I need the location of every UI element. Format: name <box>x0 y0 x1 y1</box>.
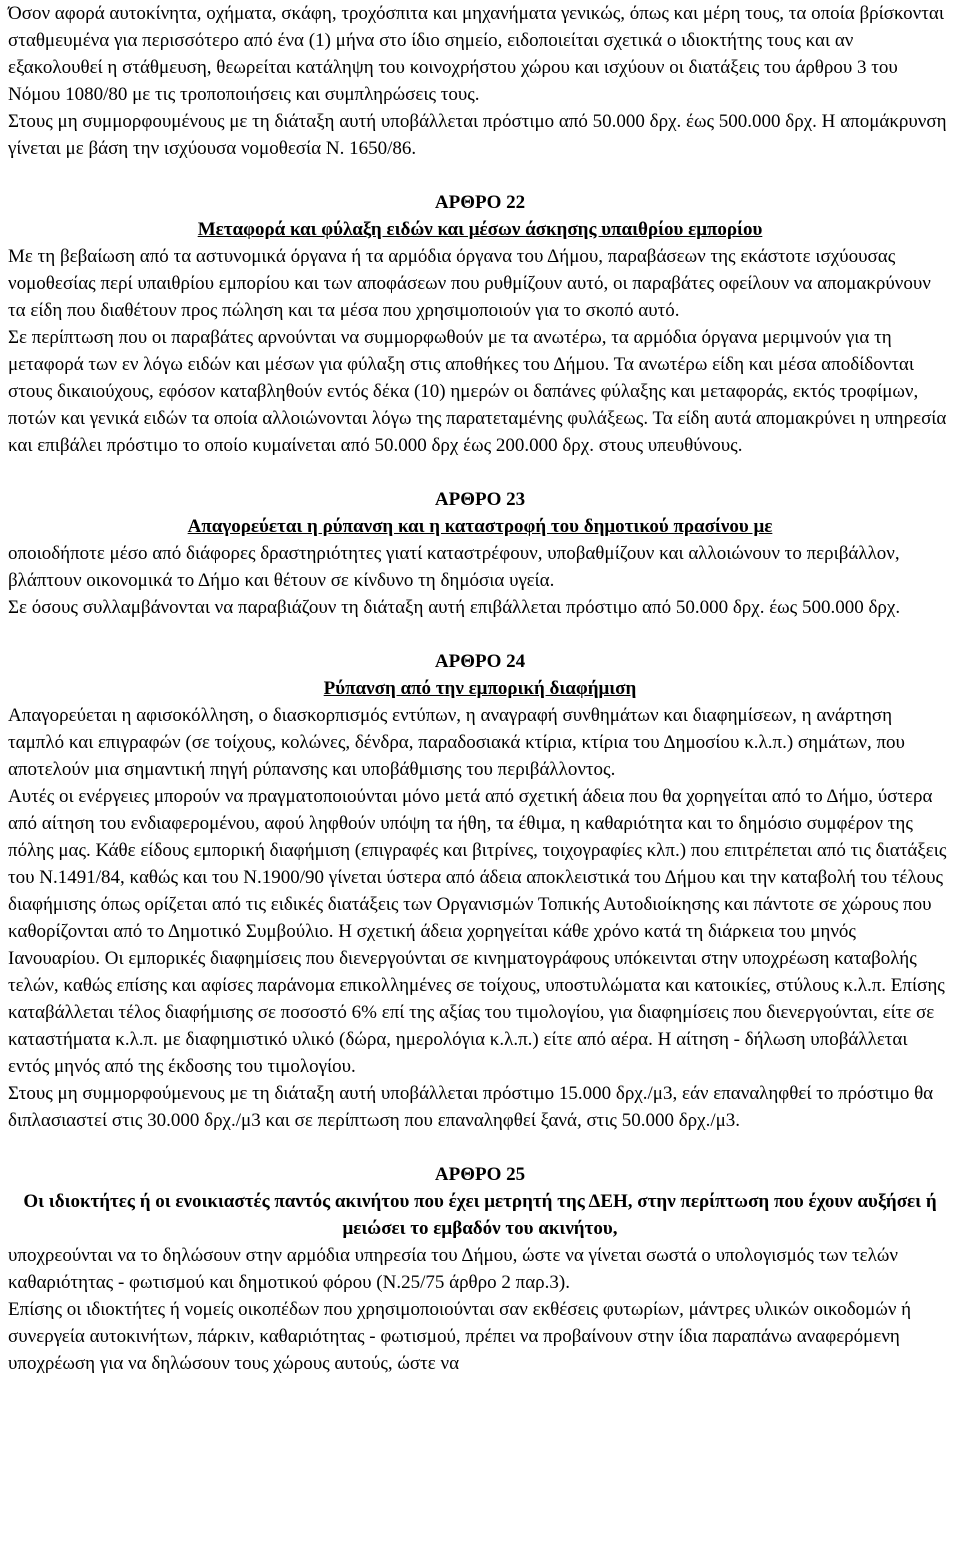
article-24-paragraph-3: Στους μη συμμορφούμενους με τη διάταξη αυτή υποβάλλεται πρόστιμο 15.000 δρχ./μ3, εάν επαναληφθεί το πρόστιμο θα διπλασιαστεί στις 30.000 δρχ./μ3 και σε περίπτωση που επαναληφθεί ξανά, στις 50.000 δρχ./μ3. <box>8 1083 934 1131</box>
article-22-number: ΑΡΘΡΟ 22 <box>434 192 526 213</box>
article-22-paragraph-2: Σε περίπτωση που οι παραβάτες αρνούνται να συμμορφωθούν με τα ανωτέρω, τα αρμόδια όργανα μεριμνούν για τη μεταφορά των εν λόγω ειδών και μέσων για φύλαξη στις αποθήκες του Δήμου. Τα ανωτέρω είδη και μέσα αποδίδονται στους δικαιούχους, εφόσον καταβληθούν εντός δέκα (10) ημερών οι δαπάνες φύλαξης και μεταφοράς, εκτός τροφίμων, ποτών και γενικά ειδών τα οποία αλλοιώνονται λόγω της παρατεταμένης φυλάξεως. Τα είδη αυτά απομακρύνει η υπηρεσία και επιβάλει πρόστιμο το οποίο κυμαίνεται από 50.000 δρχ έως 200.000 δρχ. στους υπευθύνους. <box>8 327 947 456</box>
article-22-heading: Μεταφορά και φύλαξη ειδών και μέσων άσκησης υπαιθρίου εμπορίου <box>197 219 763 240</box>
article-23-paragraph-2: Σε όσους συλλαμβάνονται να παραβιάζουν τη διάταξη αυτή επιβάλλεται πρόστιμο από 50.000 δρχ. έως 500.000 δρχ. <box>8 597 901 618</box>
intro-paragraph-1: Όσον αφορά αυτοκίνητα, οχήματα, σκάφη, τροχόσπιτα και μηχανήματα γενικώς, όπως και μέρη τους, τα οποία βρίσκονται σταθμευμένα για περισσότερο από ένα (1) μήνα στο ίδιο σημείο, ειδοποιείται σχετικά ο ιδιοκτήτης τους και αν εξακολουθεί η στάθμευση, θεωρείται κατάληψη του κοινοχρήστου χώρου και ισχύουν οι διατάξεις του άρθρου 3 του Νόμου 1080/80 με τις τροποποιήσεις και συμπληρώσεις τους. <box>8 3 944 105</box>
article-22-paragraph-1: Με τη βεβαίωση από τα αστυνομικά όργανα ή τα αρμόδια όργανα του Δήμου, παραβάσεων της εκάστοτε ισχύουσας νομοθεσίας περί υπαιθρίου εμπορίου και των αποφάσεων που ρυθμίζουν αυτό, οι παραβάτες οφείλουν να απομακρύνουν τα είδη που διαθέτουν προς πώληση και τα μέσα που χρησιμοποιούν για το σκοπό αυτό. <box>8 246 931 321</box>
document-page <box>8 0 952 1377</box>
article-25-heading: Οι ιδιοκτήτες ή οι ενοικιαστές παντός ακινήτου που έχει μετρητή της ΔΕΗ, στην περίπτωση που έχουν αυξήσει ή μειώσει το εμβαδόν του ακινήτου, <box>23 1191 937 1239</box>
article-23-number: ΑΡΘΡΟ 23 <box>434 489 526 510</box>
article-23-heading: Απαγορεύεται η ρύπανση και η καταστροφή του δημοτικού πρασίνου με <box>187 516 773 537</box>
article-25-paragraph-1: υποχρεούνται να το δηλώσουν στην αρμόδια υπηρεσία του Δήμου, ώστε να γίνεται σωστά ο υπολογισμός των τελών καθαριότητας - φωτισμού και δημοτικού φόρου (Ν.25/75 άρθρο 2 παρ.3). <box>8 1245 898 1293</box>
article-23-paragraph-1: οποιοδήποτε μέσο από διάφορες δραστηριότητες γιατί καταστρέφουν, υποβαθμίζουν και αλλοιώνουν το περιβάλλον, βλάπτουν οικονομικά το Δήμο και θέτουν σε κίνδυνο τη δημόσια υγεία. <box>8 543 900 591</box>
article-24-number: ΑΡΘΡΟ 24 <box>434 651 526 672</box>
intro-paragraph-2: Στους μη συμμορφουμένους με τη διάταξη αυτή υποβάλλεται πρόστιμο από 50.000 δρχ. έως 500.000 δρχ. Η απομάκρυνση γίνεται με βάση την ισχύουσα νομοθεσία Ν. 1650/86. <box>8 111 947 159</box>
article-25-paragraph-2: Επίσης οι ιδιοκτήτες ή νομείς οικοπέδων που χρησιμοποιούνται σαν εκθέσεις φυτωρίων, μάντρες υλικών οικοδομών ή συνεργεία αυτοκινήτων, πάρκιν, καθαριότητας - φωτισμού, πρέπει να προβαίνουν στην ίδια παραπάνω αναφερόμενη υποχρέωση για να δηλώσουν τους χώρους αυτούς, ώστε να <box>8 1299 912 1374</box>
article-24-heading: Ρύπανση από την εμπορική διαφήμιση <box>323 678 637 699</box>
article-25-number: ΑΡΘΡΟ 25 <box>434 1164 526 1185</box>
article-24-paragraph-2: Αυτές οι ενέργειες μπορούν να πραγματοποιούνται μόνο μετά από σχετική άδεια που θα χορηγείται από το Δήμο, ύστερα από αίτηση του ενδιαφερομένου, αφού ληφθούν υπόψη τα ήθη, τα έθιμα, η καθαριότητα και το δημόσιο συμφέρον της πόλης μας. Κάθε είδους εμπορική διαφήμιση (επιγραφές και βιτρίνες, τοιχογραφίες κλπ.) που επιτρέπεται από τις διατάξεις του Ν.1491/84, καθώς και του Ν.1900/90 γίνεται ύστερα από άδεια αποκλειστικά του Δήμου και την καταβολή του τέλους διαφήμισης όπως ορίζεται από τις ειδικές διατάξεις των Οργανισμών Τοπικής Αυτοδιοίκησης και πάντοτε σε χώρους που καθορίζονται από το Δημοτικό Συμβούλιο. Η σχετική άδεια χορηγείται κάθε χρόνο κατά τη διάρκεια του μηνός Ιανουαρίου. Οι εμπορικές διαφημίσεις που διενεργούνται σε κινηματογράφους υπόκεινται στην υποχρέωση καταβολής τελών, καθώς επίσης και αφίσες παράνομα επικολλημένες σε τοίχους, υποστυλώματα και κατοικίες, στύλους κ.λ.π. Επίσης καταβάλλεται τέλος διαφήμισης σε ποσοστό 6% επί της αξίας του τιμολογίου, για διαφημίσεις που διενεργούνται, είτε σε καταστήματα κ.λ.π. με διαφημιστικό υλικό (δώρα, ημερολόγια κ.λ.π.) είτε από αέρα. Η αίτηση - δήλωση υποβάλλεται εντός μηνός από της έκδοσης του τιμολογίου. <box>8 786 947 1077</box>
article-24-paragraph-1: Απαγορεύεται η αφισοκόλληση, ο διασκορπισμός εντύπων, η αναγραφή συνθημάτων και διαφημίσεων, η ανάρτηση ταμπλό και επιγραφών (σε τοίχους, κολώνες, δένδρα, παραδοσιακά κτίρια, κτίρια του Δημοσίου κ.λ.π.) σημάτων, που αποτελούν μια σημαντική πηγή ρύπανσης και υποβάθμισης του περιβάλλοντος. <box>8 705 905 780</box>
